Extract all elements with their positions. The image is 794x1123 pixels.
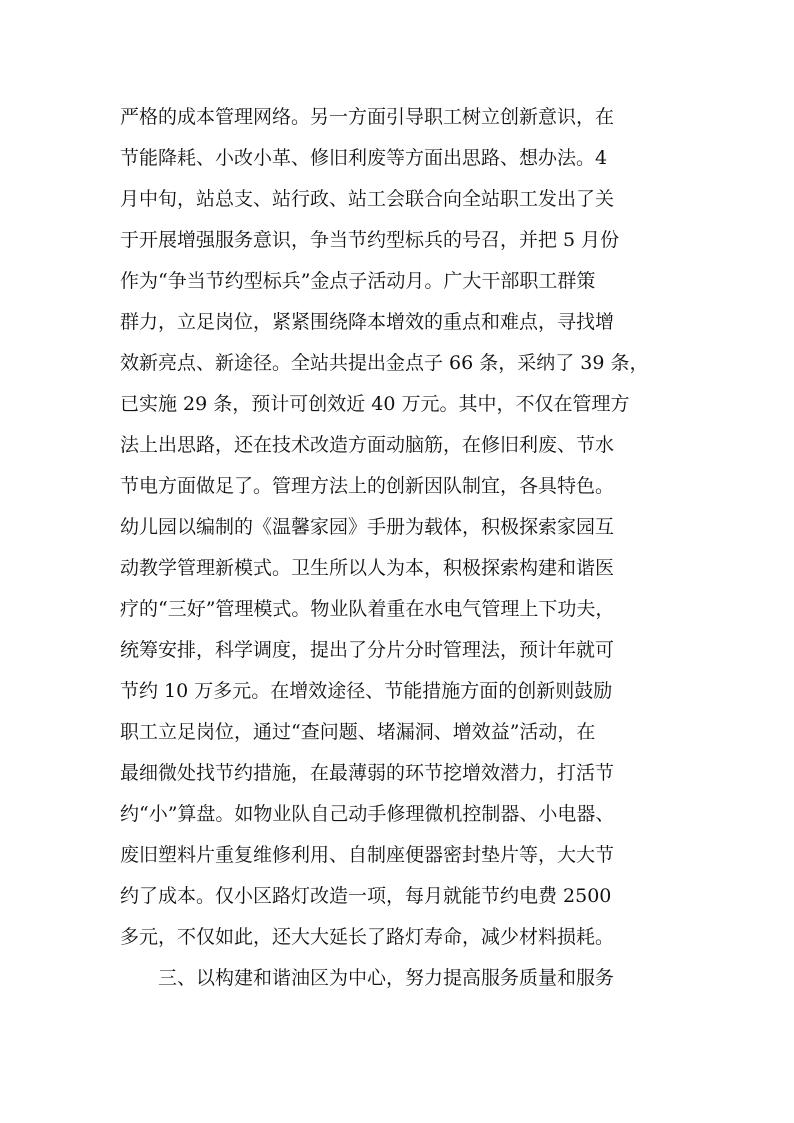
text-line: 最细微处找节约措施，在最薄弱的环节挖增效潜力，打活节 — [120, 762, 615, 784]
text-line: 节约 10 万多元。在增效途径、节能措施方面的创新则鼓励 — [120, 680, 613, 702]
section-heading-line: 三、以构建和谐油区为中心，努力提高服务质量和服务 — [158, 967, 615, 989]
text-line: 疗的“三好”管理模式。物业队着重在水电气管理上下功夫， — [120, 598, 615, 620]
text-line: 节电方面做足了。管理方法上的创新因队制宜，各具特色。 — [120, 475, 615, 497]
text-line: 法上出思路，还在技术改造方面动脑筋，在修旧利废、节水 — [120, 434, 615, 456]
text-line: 于开展增强服务意识，争当节约型标兵的号召，并把 5 月份 — [120, 229, 620, 251]
text-line: 已实施 29 条，预计可创效近 40 万元。其中，不仅在管理方 — [120, 393, 630, 415]
text-line: 约了成本。仅小区路灯改造一项，每月就能节约电费 2500 — [120, 885, 612, 907]
text-line: 作为“争当节约型标兵”金点子活动月。广大干部职工群策 — [120, 270, 596, 292]
text-line: 效新亮点、新途径。全站共提出金点子 66 条，采纳了 39 条， — [120, 352, 649, 374]
text-line: 群力，立足岗位，紧紧围绕降本增效的重点和难点，寻找增 — [120, 311, 615, 333]
text-line: 严格的成本管理网络。另一方面引导职工树立创新意识，在 — [120, 106, 615, 128]
text-line: 月中旬，站总支、站行政、站工会联合向全站职工发出了关 — [120, 188, 615, 210]
text-line: 统筹安排，科学调度，提出了分片分时管理法，预计年就可 — [120, 639, 615, 661]
body-text — [120, 97, 690, 999]
text-line: 职工立足岗位，通过“查问题、堵漏洞、增效益”活动，在 — [120, 721, 596, 743]
text-line: 节能降耗、小改小革、修旧利废等方面出思路、想办法。4 — [120, 147, 608, 169]
text-line: 约“小”算盘。如物业队自己动手修理微机控制器、小电器、 — [120, 803, 615, 825]
text-line: 废旧塑料片重复维修利用、自制座便器密封垫片等，大大节 — [120, 844, 615, 866]
text-line: 动教学管理新模式。卫生所以人为本，积极探索构建和谐医 — [120, 557, 615, 579]
text-line: 多元，不仅如此，还大大延长了路灯寿命，减少材料损耗。 — [120, 926, 615, 948]
text-line: 幼儿园以编制的《温馨家园》手册为载体，积极探索家园互 — [120, 516, 615, 538]
